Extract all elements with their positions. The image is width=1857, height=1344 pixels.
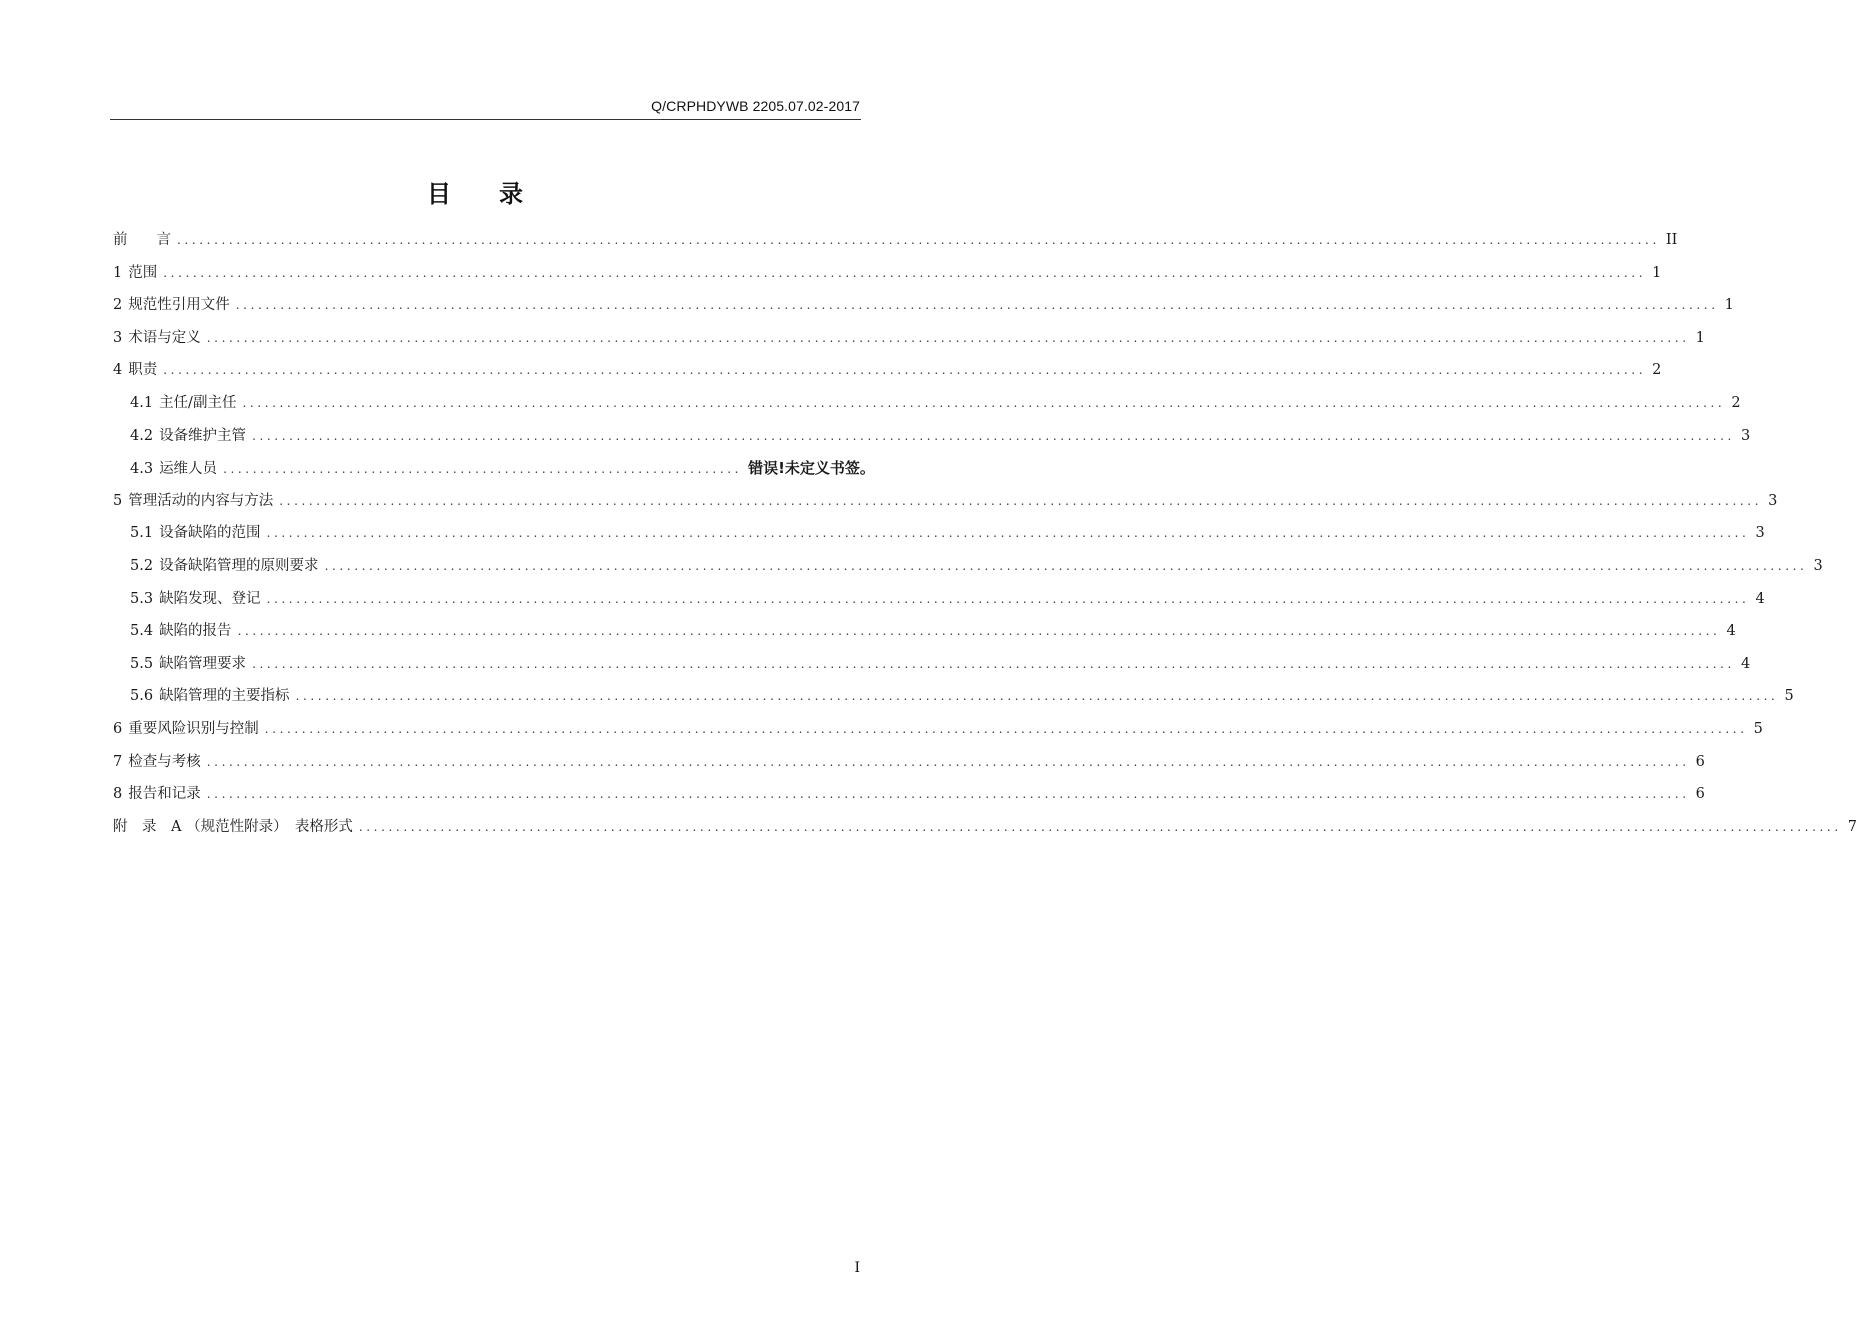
toc-entry[interactable] <box>113 748 1705 781</box>
document-code: Q/CRPHDYWB 2205.07.02-2017 <box>651 98 860 114</box>
toc-entry-page: 6 <box>1695 753 1705 770</box>
toc-entry-error-text: 错误!未定义书签。 <box>748 459 875 478</box>
toc-dot-leader: ........................................................................................................................................................................................................ <box>177 233 1660 247</box>
toc-dot-leader: ........................................................................................................................................................................................................ <box>295 689 1779 704</box>
toc-entry-label: 设备缺陷的范围 <box>159 525 261 542</box>
toc-entry-label: 运维人员 <box>159 461 218 478</box>
toc-entry[interactable] <box>113 617 1736 650</box>
toc-entry-label: 管理活动的内容与方法 <box>128 492 274 509</box>
toc-entry-page: 5 <box>1753 720 1763 737</box>
toc-title: 目 录 <box>427 180 523 208</box>
toc-entry[interactable] <box>113 259 1662 292</box>
toc-entry-label: 范围 <box>128 264 158 281</box>
toc-entry[interactable] <box>113 682 1794 715</box>
toc-entry[interactable] <box>113 715 1763 748</box>
toc-entry-page: 3 <box>1755 525 1765 542</box>
toc-dot-leader: ........................................................................................................................................................................................................ <box>358 819 1842 834</box>
toc-entry-page: 5 <box>1784 688 1794 705</box>
toc-dot-leader: ........................................................................................................................................................................................................ <box>235 298 1719 313</box>
toc-entry-number: 2 <box>113 297 123 314</box>
toc-entry[interactable] <box>113 519 1765 552</box>
toc-entry-number: 5.4 <box>130 623 154 640</box>
toc-entry-label: 术语与定义 <box>128 329 201 346</box>
toc-entry-label: 缺陷的报告 <box>159 623 232 640</box>
toc-entry-label: 报告和记录 <box>128 786 201 803</box>
toc-entry-page: 1 <box>1652 264 1662 281</box>
toc-entry[interactable] <box>113 356 1662 389</box>
toc-entry-label: 缺陷管理的主要指标 <box>159 688 290 705</box>
toc-entry-number: 6 <box>113 720 123 737</box>
toc-entry-number: 3 <box>113 329 123 346</box>
toc-dot-leader: ........................................................................................................................................................................................................ <box>252 428 1735 443</box>
toc-entry-page: 4 <box>1755 590 1765 607</box>
toc-entry-page: II <box>1665 232 1678 248</box>
toc-entry-page: 4 <box>1726 623 1736 640</box>
toc-entry-label: 前 言 <box>113 232 171 248</box>
toc-entry-page: 6 <box>1695 786 1705 803</box>
toc-entry-number: 5.3 <box>130 590 154 607</box>
toc-entry-number: 8 <box>113 786 123 803</box>
toc-entry-page: 2 <box>1731 394 1741 411</box>
toc-dot-leader: ........................................................................................................................................................................................................ <box>279 493 1763 508</box>
toc-entry[interactable] <box>113 813 1857 846</box>
toc-entry-number: 7 <box>113 753 123 770</box>
toc-dot-leader: ...................................................................... <box>223 462 743 477</box>
toc-entry[interactable] <box>113 226 1678 259</box>
toc-entry[interactable] <box>113 780 1705 813</box>
toc-dot-leader: ........................................................................................................................................................................................................ <box>266 591 1750 606</box>
toc-dot-leader: ........................................................................................................................................................................................................ <box>163 265 1647 280</box>
toc-entry-number: 1 <box>113 264 123 281</box>
toc-entry-page: 3 <box>1768 492 1778 509</box>
toc-entry-label: 附 录 A （规范性附录） 表格形式 <box>113 818 353 835</box>
toc-dot-leader: ........................................................................................................................................................................................................ <box>206 330 1690 345</box>
toc-dot-leader: ........................................................................................................................................................................................................ <box>252 656 1735 671</box>
toc-entry[interactable] <box>113 389 1741 422</box>
toc-entry-number: 4.1 <box>130 394 154 411</box>
toc-entry-page: 3 <box>1813 557 1823 574</box>
toc-dot-leader: ........................................................................................................................................................................................................ <box>206 787 1690 802</box>
toc-entry-page: 3 <box>1740 427 1751 444</box>
toc-entry-number: 4.2 <box>130 427 154 444</box>
toc-dot-leader: ........................................................................................................................................................................................................ <box>324 558 1808 573</box>
toc-entry[interactable] <box>113 454 875 487</box>
toc-entry-number: 5.6 <box>130 688 154 705</box>
toc-entry-label: 缺陷发现、登记 <box>159 590 261 607</box>
toc-entry-page: 1 <box>1724 297 1734 314</box>
toc-entry-label: 规范性引用文件 <box>128 297 230 314</box>
toc-dot-leader: ........................................................................................................................................................................................................ <box>163 363 1647 378</box>
toc-entry-page: 2 <box>1652 362 1662 379</box>
toc-entry[interactable] <box>113 487 1778 520</box>
toc-entry[interactable] <box>113 585 1765 618</box>
toc-entry-number: 4 <box>113 362 123 379</box>
toc-entry-label: 设备维护主管 <box>159 427 247 444</box>
toc-entry[interactable] <box>113 422 1751 455</box>
toc-entry-number: 5.2 <box>130 557 154 574</box>
toc-entry-page: 7 <box>1847 818 1857 835</box>
toc-entry-number: 5.5 <box>130 655 154 672</box>
toc-entry[interactable] <box>113 650 1751 683</box>
toc-entry-label: 重要风险识别与控制 <box>128 720 259 737</box>
toc-entry-page: 4 <box>1740 655 1751 672</box>
toc-dot-leader: ........................................................................................................................................................................................................ <box>264 721 1748 736</box>
toc-entry[interactable] <box>113 552 1823 585</box>
toc-entry-page: 1 <box>1695 329 1705 346</box>
toc-entry[interactable] <box>113 324 1705 357</box>
toc-entry-number: 5 <box>113 492 123 509</box>
page-number: I <box>854 1260 860 1276</box>
toc-entry-number: 4.3 <box>130 461 154 478</box>
toc-entry-label: 职责 <box>128 362 158 379</box>
toc-dot-leader: ........................................................................................................................................................................................................ <box>266 526 1750 541</box>
toc-entry-label: 主任/副主任 <box>159 394 237 411</box>
toc-list <box>113 226 1857 845</box>
toc-entry-number: 5.1 <box>130 525 154 542</box>
toc-dot-leader: ........................................................................................................................................................................................................ <box>237 624 1721 639</box>
toc-dot-leader: ........................................................................................................................................................................................................ <box>242 395 1726 410</box>
header-rule <box>110 119 861 120</box>
toc-entry-label: 设备缺陷管理的原则要求 <box>159 557 319 574</box>
toc-entry-label: 缺陷管理要求 <box>159 655 247 672</box>
toc-dot-leader: ........................................................................................................................................................................................................ <box>206 754 1690 769</box>
toc-entry-label: 检查与考核 <box>128 753 201 770</box>
toc-entry[interactable] <box>113 291 1734 324</box>
